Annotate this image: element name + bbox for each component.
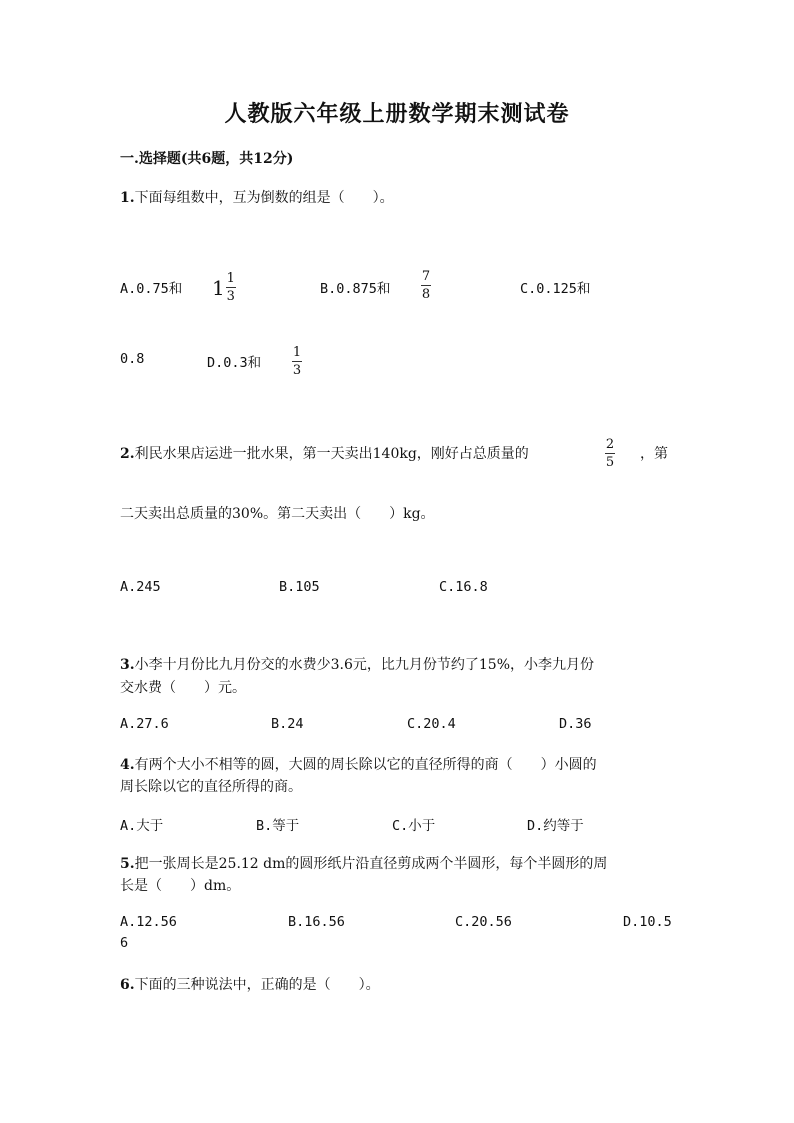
- fraction-bar: [421, 285, 431, 286]
- denominator: 8: [421, 287, 431, 302]
- option-c: C.0.125和: [520, 281, 591, 297]
- option-c: C.20.4: [407, 716, 456, 732]
- option-d: D.0.3和: [207, 355, 262, 371]
- question-5: [120, 853, 607, 873]
- question-number: 1.: [120, 190, 135, 206]
- mixed-number: [212, 271, 236, 304]
- question-1: [120, 187, 394, 207]
- question-2: [120, 443, 529, 463]
- fraction: [226, 271, 236, 304]
- option-d: D.10.5: [623, 914, 672, 930]
- question-4: [120, 754, 597, 774]
- fraction-bar: [292, 361, 302, 362]
- option-c: C.16.8: [439, 579, 488, 595]
- option-b: B.等于: [256, 818, 300, 834]
- question-text: 长是（ ）dm。: [120, 878, 241, 894]
- question-text-end: ，第: [640, 446, 668, 462]
- numerator: 1: [226, 271, 235, 286]
- whole-part: 1: [212, 275, 225, 300]
- option-d: D.约等于: [527, 818, 584, 834]
- fraction-bar: [226, 287, 236, 288]
- option-d-continued: 6: [120, 935, 129, 951]
- option-d: D.36: [559, 716, 592, 732]
- question-number: 4.: [120, 757, 135, 773]
- option-a: A.0.75和: [120, 281, 183, 297]
- question-number: 3.: [120, 657, 135, 673]
- option-b: B.0.875和: [320, 281, 391, 297]
- option-b: B.16.56: [288, 914, 345, 930]
- section-heading: 一.选择题(共6题，共12分): [120, 151, 294, 167]
- question-text: 下面每组数中，互为倒数的组是（ ）。: [134, 190, 394, 206]
- question-number: 6.: [120, 977, 135, 993]
- question-text: 小李十月份比九月份交的水费少3.6元，比九月份节约了15%，小李九月份: [134, 657, 595, 673]
- option-c: C.20.56: [455, 914, 512, 930]
- question-number: 5.: [120, 856, 135, 872]
- question-text: 有两个大小不相等的圆，大圆的周长除以它的直径所得的商（ ）小圆的: [134, 757, 597, 773]
- option-a: A.245: [120, 579, 161, 595]
- question-6: [120, 974, 380, 994]
- question-text: 周长除以它的直径所得的商。: [120, 779, 302, 795]
- denominator: 3: [226, 289, 235, 304]
- question-3: [120, 654, 594, 674]
- denominator: 5: [605, 455, 615, 470]
- question-text: 二天卖出总质量的30%。第二天卖出（ ）kg。: [120, 506, 435, 522]
- denominator: 3: [292, 363, 302, 378]
- option-b: B.105: [279, 579, 320, 595]
- option-c-continued: 0.8: [120, 351, 145, 367]
- page-title: 人教版六年级上册数学期末测试卷: [224, 101, 570, 127]
- fraction: [421, 269, 431, 302]
- option-a: A.27.6: [120, 716, 169, 732]
- fraction: [605, 437, 615, 470]
- question-text: 把一张周长是25.12 dm的圆形纸片沿直径剪成两个半圆形，每个半圆形的周: [134, 856, 608, 872]
- question-text: 利民水果店运进一批水果，第一天卖出140kg，刚好占总质量的: [134, 446, 529, 462]
- question-text: 交水费（ ）元。: [120, 680, 246, 696]
- numerator: 7: [421, 269, 431, 284]
- option-a: A.大于: [120, 818, 164, 834]
- option-a: A.12.56: [120, 914, 177, 930]
- question-number: 2.: [120, 446, 135, 462]
- fraction-bar: [605, 453, 615, 454]
- numerator: 2: [605, 437, 615, 452]
- option-b: B.24: [271, 716, 304, 732]
- numerator: 1: [292, 345, 302, 360]
- option-c: C.小于: [392, 818, 436, 834]
- question-text: 下面的三种说法中，正确的是（ ）。: [134, 977, 380, 993]
- fraction: [292, 345, 302, 378]
